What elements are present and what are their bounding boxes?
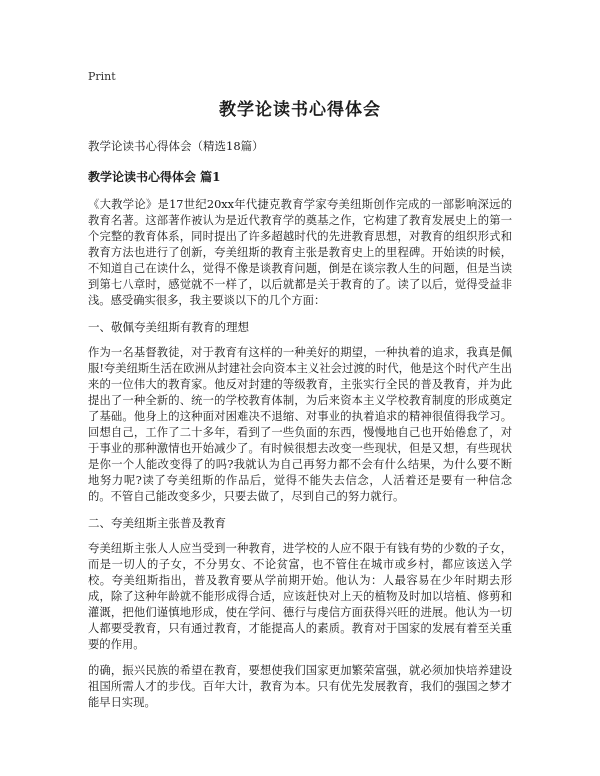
body-paragraph-3: 的确，振兴民族的希望在教育，要想使我们国家更加繁荣富强，就必须加快培养建设祖国所需人才的步伐。百年大计，教育为本。只有优先发展教育，我们的强国之梦才能早日实现。 bbox=[88, 664, 512, 709]
body-paragraph-2: 夸美纽斯主张人人应当受到一种教育，进学校的人应不限于有钱有势的少数的子女，而是一切人的子女，不分男女、不论贫富，也不管住在城市或乡村，都应该送入学校。夸美纽斯指出，普及教育要从学前期开始。他认为：人最容易在少年时期去形成，除了这种年龄就不能形成得合适，应该赶快对上天的植物及时加以培植、修剪和灌溉，把他们谨慎地形成，使在学问、德行与虔信方面获得兴旺的进展。他认为一切人都要受教育，只有通过教育，才能提高人的素质。教育对于国家的发展有着至关重要的作用。 bbox=[88, 542, 512, 651]
body-paragraph-1: 作为一名基督教徒，对于教育有这样的一种美好的期望，一种执着的追求，我真是佩服!夸美纽斯生活在欧洲从封建社会向资本主义社会过渡的时代，他是这个时代产生出来的一位伟大的教育家。他反对封建的等级教育，主张实行全民的普及教育，并为此提出了一种全新的、统一的学校教育体制，为后来资本主义学校教育制度的形成奠定了基础。他身上的这种面对困难决不退缩、对事业的执着追求的精神很值得我学习。回想自己，工作了二十多年，看到了一些负面的东西，慢慢地自己也开始倦怠了，对于事业的那种激情也开始减少了。有时候很想去改变一些现状，但是又想，有些现状是你一个人能改变得了的吗?我就认为自己再努力都不会有什么结果，为什么要不断地努力呢?读了夸美纽斯的作品后，觉得不能失去信念，人活着还是要有一种信念的。不管自己能改变多少，只要去做了，尽到自己的努力就行。 bbox=[88, 346, 512, 503]
document-page bbox=[88, 70, 512, 721]
print-label[interactable]: Print bbox=[88, 70, 116, 83]
document-title: 教学论读书心得体会 bbox=[219, 100, 381, 120]
intro-paragraph: 《大教学论》是17世纪20xx年代捷克教育学家夸美纽斯创作完成的一部影响深远的教育名著。这部著作被认为是近代教育学的奠基之作，它构建了教育发展史上的第一个完整的教育体系，同时提出了许多超越时代的先进教育思想，对教育的组织形式和教育方法也进行了创新，夸美纽斯的教育主张是教育史上的里程碑。开始读的时候，不知道自己在读什么，觉得不像是谈教育问题，倒是在谈宗教人生的问题，但是当读到第七八章时，感觉就不一样了，以后就都是关于教育的了。读了以后，觉得受益非浅。感受确实很多，我主要谈以下的几个方面： bbox=[88, 198, 512, 307]
subheading-2: 二、夸美纽斯主张普及教育 bbox=[88, 516, 226, 530]
subheading-1: 一、敬佩夸美纽斯有教育的理想 bbox=[88, 320, 249, 334]
section-heading: 教学论读书心得体会 篇1 bbox=[88, 170, 221, 184]
document-subtitle: 教学论读书心得体会（精选18篇） bbox=[88, 139, 264, 153]
